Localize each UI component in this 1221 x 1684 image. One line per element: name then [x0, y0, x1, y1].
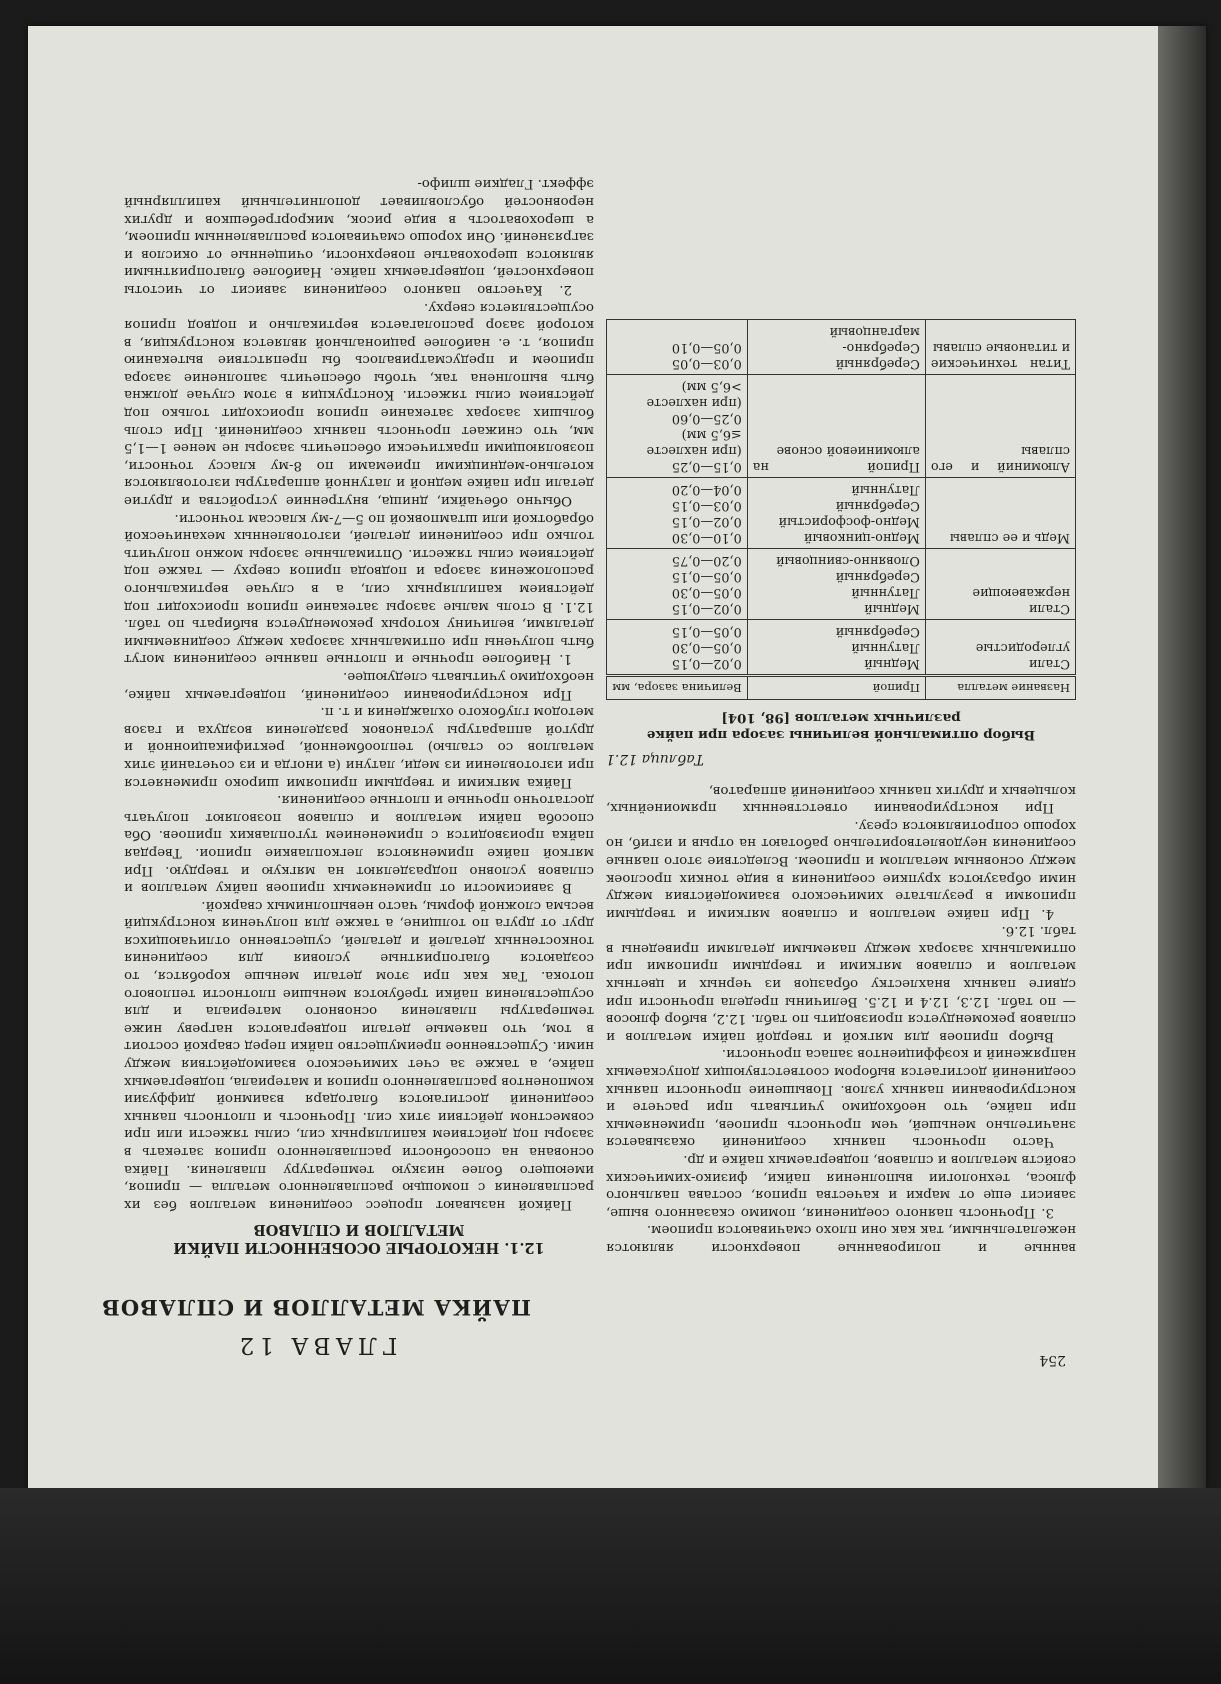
scan-background	[0, 1488, 1221, 1684]
paragraph: При конструировании ответственных прямоинейных, кольцевых и других паяных соединений аппаратов,	[606, 782, 1076, 816]
chapter-title: ПАЙКА МЕТАЛЛОВ И СПЛАВОВ	[101, 1295, 531, 1320]
cell-metal: Медь и ее сплавы	[925, 478, 1075, 549]
cell-solder: Медный Латунный Серебряный Оловянно-свинцовый	[747, 549, 925, 620]
paragraph: Обычно обечайки, днища, внутренние устройства и другие детали при пайке медной и латунной аппаратуры изготовляются котельно-медницкими приемами по 8-му классу точности, позволяющими практически обеспечить зазоры не менее 1—1,5 мм, что снижает прочность паяных соединений. При столь больших зазорах затекание припоя происходит только под действием силы тяжести. Конструкция в этом случае должна быть выполнена так, чтобы обеспечить заполнение зазора припоем и предусматривалось бы препятствие вытеканию припоя, т. е. наиболее рациональной является конструкция, в которой зазор располагается вертикально и подвод припоя осуществляется сверху.	[124, 299, 594, 509]
cell-gap: 0,03—0,05 0,05—0,10	[607, 320, 748, 375]
paragraph: 3. Прочность паяного соединения, помимо сказанного выше, зависит еще от марки и качества припоя, состава паяльного флюса, технологии выполнения пайки, физико-химических свойств металлов и сплавов, подвергаемых пайке и др.	[606, 1152, 1076, 1220]
paragraph: При конструировании соединений, подвергаемых пайке, необходимо учитывать следующее.	[124, 669, 594, 702]
table-row	[607, 320, 1076, 375]
cell-gap: 0,02—0,15 0,05—0,30 0,05—0,15	[607, 620, 748, 676]
cell-gap: 0,10—0,30 0,02—0,15 0,03—0,15 0,04—0,20	[607, 478, 748, 549]
table-row	[607, 549, 1076, 620]
table-number: Таблица 12.1	[606, 750, 704, 767]
cell-solder: Медный Латунный Серебряный	[747, 620, 925, 676]
chapter-heading: ГЛАВА 12	[234, 1332, 398, 1358]
page-number: 254	[1039, 1352, 1066, 1368]
text-column-first	[124, 175, 594, 1256]
cell-solder: Серебряный Серебряно-марганцовый	[747, 320, 925, 375]
paragraph: Выбор припоев для мягкой и твердой пайки металлов и сплавов рекомендуется производить по табл. 12.2, выбор флюсов — по табл. 12.3, 12.4 и 12.5. Величины предела прочности при сдвиге паяных внахлестку образцов из черных и цветных металлов и сплавов мягкими и твердыми припоями при оптимальных зазорах между паяемыми деталями приведены в табл. 12.6.	[606, 923, 1076, 1044]
rotated-content	[28, 26, 1206, 1488]
cell-gap: 0,02—0,15 0,05—0,30 0,05—0,15 0,20—0,75	[607, 549, 748, 620]
paragraph: ванные и полированные поверхности являются нежелательными, так как они плохо смачиваются припоем.	[606, 1222, 1076, 1255]
cell-metal: Алюминий и его сплавы	[925, 375, 1075, 478]
header-solder: Припой	[747, 676, 925, 700]
book-spine	[1158, 26, 1206, 1488]
paragraph: Пайка мягкими и твердыми припоями широко применяется при изготовлении из меди, латуни (а иногда и из сочетаний этих металлов со сталью) теплообменной, ректификационной и другой аппаратуры установок разделения воздуха и газов методом глубокого охлаждения и т. п.	[124, 704, 594, 790]
table-title: Выбор оптимальной величины зазора при пайке различных металлов [98, 104]	[646, 709, 1036, 744]
cell-metal: Титан технические и титановые сплавы	[925, 320, 1075, 375]
cell-solder: Медно-цинковый Медно-фосфористый Серебряный Латунный	[747, 478, 925, 549]
table-row	[607, 478, 1076, 549]
paragraph: 1. Наиболее прочные и плотные паяные соединения могут быть получены при оптимальных зазорах между соединяемыми деталями, величину которых рекомендуется выбирать по табл. 12.1. В столь малые зазоры затекание припоя происходит под действием капиллярных сил, а в случае вертикального расположения зазора и подвода припоя сверху — также под действием силы тяжести. Оптимальные зазоры можно получить только при соединении деталей, изготовленных механической обработкой или штамповкой по 5—7-му классам точности.	[124, 510, 594, 667]
cell-gap: 0,15—0,25 (при нахлесте ≤6,5 мм) 0,25—0,60 (при нахлесте >6,5 мм)	[607, 375, 748, 478]
table-header-row	[607, 676, 1076, 700]
gap-table	[606, 319, 1076, 700]
paragraph: В зависимости от применяемых припоев пайку металлов и сплавов условно подразделяют на мягкую и твердую. При мягкой пайке применяются легкоплавкие припои. Твердая пайка производится с применением тугоплавких припоев. Оба способа пайки металлов и сплавов позволяют получать достаточно прочные и плотные соединения.	[124, 792, 594, 896]
header-gap: Величина зазора, мм	[607, 676, 748, 700]
cell-metal: Стали нержавеющие	[925, 549, 1075, 620]
cell-solder: Припой на алюминиевой основе	[747, 375, 925, 478]
text-column-second	[606, 319, 1076, 1256]
paragraph: 2. Качество паяного соединения зависит от чистоты поверхностей, подвергаемых пайке. Наиболее благоприятными являются шероховатые поверхности, очищенные от окислов и загрязнений. Они хорошо смачиваются расплавленным припоем, а шероховатость в виде рисок, микроргребешков и других неровностей обусловливает дополнительный капиллярный эффект. Гладкие шлифо-	[124, 176, 594, 297]
section-title: 12.1. НЕКОТОРЫЕ ОСОБЕННОСТИ ПАЙКИ МЕТАЛЛОВ И СПЛАВОВ	[173, 1221, 545, 1256]
header-metal: Название металла	[925, 676, 1075, 700]
book-page	[28, 26, 1206, 1488]
paragraph: Часто прочность паяных соединений оказывается значительно меньшей, чем прочность припоев, применяемых при пайке, что необходимо учитывать при расчете и конструировании паяных узлов. Повышение прочности паяных соединений достигается выбором соответствующих допускаемых напряжений и коэффициентов запаса прочности.	[606, 1046, 1076, 1150]
paragraph: Пайкой называют процесс соединения металлов без их расплавления с помощью расплавленного металла — припоя, имеющего более низкую температуру плавления. Пайка основана на способности расплавленного припоя затекать в зазоры под действием капиллярных сил, силы тяжести или при совместном действии этих сил. Прочность и плотность паяных соединений достигаются благодаря взаимной диффузии компонентов расплавленного припоя и материала, подвергаемых пайке, а также за счет химического взаимодействия между ними. Существенное преимущество пайки перед сваркой состоит в том, что паяемые детали подвергаются нагреву ниже температуры плавления основного материала и для осуществления пайки требуются меньшие плотности теплового потока. Так как при этом детали меньше коробятся, то создаются благоприятные условия для соединения тонкостенных деталей и деталей, существенно отличающихся друг от друга по толщине, а также для получения конструкций весьма сложной формы, часто невыполнимых сваркой.	[124, 897, 594, 1212]
table-row	[607, 375, 1076, 478]
cell-metal: Стали углеродистые	[925, 620, 1075, 676]
table-row	[607, 620, 1076, 676]
paragraph: 4. При пайке металлов и сплавов мягкими и твердыми припоями в результате химического взаимодействия между ними образуются хрупкие соединения в виде тонких прослоек между основным металлом и припоем. Вследствие этого паяные соединения неудовлетворительно работают на отрыв и изгиб, но хорошо сопротивляются срезу.	[606, 817, 1076, 921]
